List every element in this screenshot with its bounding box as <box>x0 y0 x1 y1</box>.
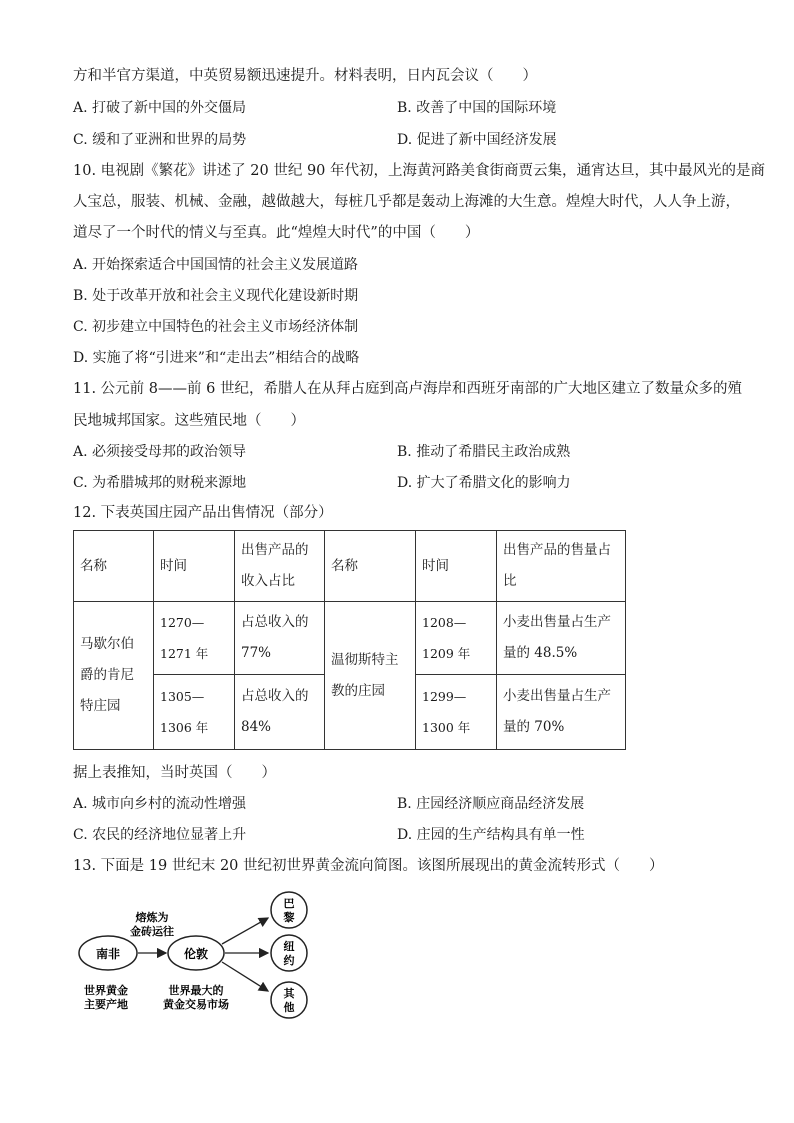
q10-stem-line-1: 10. 电视剧《繁花》讲述了 20 世纪 90 年代初，上海黄河路美食街商贾云集，通宵达旦，其中最风光的是商 <box>73 163 766 179</box>
q11-option-a[interactable]: A. 必须接受母邦的政治领导 <box>73 444 247 460</box>
table-header-cell: 时间 <box>416 531 497 602</box>
arrow-label-1: 熔炼为 <box>135 911 169 924</box>
estate-sales-table <box>73 530 626 750</box>
table-header-cell: 时间 <box>154 531 235 602</box>
hub-caption-2: 黄金交易市场 <box>163 998 229 1011</box>
q10-option-c[interactable]: C. 初步建立中国特色的社会主义市场经济体制 <box>73 319 359 335</box>
q12-option-b[interactable]: B. 庄园经济顺应商品经济发展 <box>397 796 585 812</box>
table-row <box>74 602 626 675</box>
q11-stem-line-2: 民地城邦国家。这些殖民地（ ） <box>73 413 305 429</box>
estate-2-name: 温彻斯特主教的庄园 <box>325 602 416 750</box>
destination-label: 他 <box>283 1001 295 1014</box>
destination-label: 黎 <box>283 911 295 924</box>
q10-option-a[interactable]: A. 开始探索适合中国国情的社会主义发展道路 <box>73 257 359 273</box>
q9-option-a[interactable]: A. 打破了新中国的外交僵局 <box>73 100 247 116</box>
q10-stem-line-2: 人宝总，服装、机械、金融，越做越大，每桩几乎都是轰动上海滩的大生意。煌煌大时代，人人争上游， <box>73 194 740 210</box>
q12-stem: 12. 下表英国庄园产品出售情况（部分） <box>73 505 333 521</box>
estate-2-time-2: 1299—1300 年 <box>416 675 497 750</box>
q10-option-d[interactable]: D. 实施了将“引进来”和“走出去”相结合的战略 <box>73 350 360 366</box>
table-header-row <box>74 531 626 602</box>
table-header-cell: 名称 <box>325 531 416 602</box>
arrow-to-other <box>222 962 268 991</box>
destination-label: 纽 <box>283 940 295 953</box>
arrow-label-2: 金砖运往 <box>130 925 174 938</box>
q11-option-c[interactable]: C. 为希腊城邦的财税来源地 <box>73 475 247 491</box>
q11-option-d[interactable]: D. 扩大了希腊文化的影响力 <box>397 475 571 491</box>
q12-option-c[interactable]: C. 农民的经济地位显著上升 <box>73 827 247 843</box>
estate-2-time-1: 1208—1209 年 <box>416 602 497 675</box>
q9-option-d[interactable]: D. 促进了新中国经济发展 <box>397 132 557 148</box>
table-header-cell: 出售产品的收入占比 <box>235 531 325 602</box>
source-caption-1: 世界黄金 <box>84 984 128 997</box>
source-caption-2: 主要产地 <box>84 998 128 1011</box>
q10-stem-line-3: 道尽了一个时代的情义与至真。此“煌煌大时代”的中国（ ） <box>73 225 480 241</box>
table-header-cell: 名称 <box>74 531 154 602</box>
destination-label: 其 <box>283 987 295 1000</box>
q10-option-b[interactable]: B. 处于改革开放和社会主义现代化建设新时期 <box>73 288 359 304</box>
estate-2-value-2: 小麦出售量占生产量的 70% <box>497 675 626 750</box>
q11-stem-line-1: 11. 公元前 8——前 6 世纪，希腊人在从拜占庭到高卢海岸和西班牙南部的广大地区建立了数量众多的殖 <box>73 381 742 397</box>
q12-question: 据上表推知，当时英国（ ） <box>73 765 276 781</box>
estate-1-name: 马歇尔伯爵的肯尼特庄园 <box>74 602 154 750</box>
destination-label: 巴 <box>283 897 295 910</box>
destination-label: 约 <box>283 954 295 967</box>
gold-flow-diagram <box>70 888 320 1023</box>
q9-option-c[interactable]: C. 缓和了亚洲和世界的局势 <box>73 132 247 148</box>
arrow-to-paris <box>222 918 268 944</box>
q9-stem-tail: 方和半官方渠道，中英贸易额迅速提升。材料表明，日内瓦会议（ ） <box>73 68 537 84</box>
q11-option-b[interactable]: B. 推动了希腊民主政治成熟 <box>397 444 571 460</box>
estate-1-value-2: 占总收入的 84% <box>235 675 325 750</box>
hub-label: 伦敦 <box>183 947 209 961</box>
q13-stem: 13. 下面是 19 世纪末 20 世纪初世界黄金流向简图。该图所展现出的黄金流转形式（ ） <box>73 858 664 874</box>
q12-option-a[interactable]: A. 城市向乡村的流动性增强 <box>73 796 247 812</box>
estate-1-time-1: 1270—1271 年 <box>154 602 235 675</box>
estate-2-value-1: 小麦出售量占生产量的 48.5% <box>497 602 626 675</box>
estate-1-value-1: 占总收入的 77% <box>235 602 325 675</box>
q9-option-b[interactable]: B. 改善了中国的国际环境 <box>397 100 557 116</box>
q12-option-d[interactable]: D. 庄园的生产结构具有单一性 <box>397 827 585 843</box>
source-label: 南非 <box>95 947 121 961</box>
estate-1-time-2: 1305—1306 年 <box>154 675 235 750</box>
table-header-cell: 出售产品的售量占比 <box>497 531 626 602</box>
hub-caption-1: 世界最大的 <box>168 984 224 997</box>
